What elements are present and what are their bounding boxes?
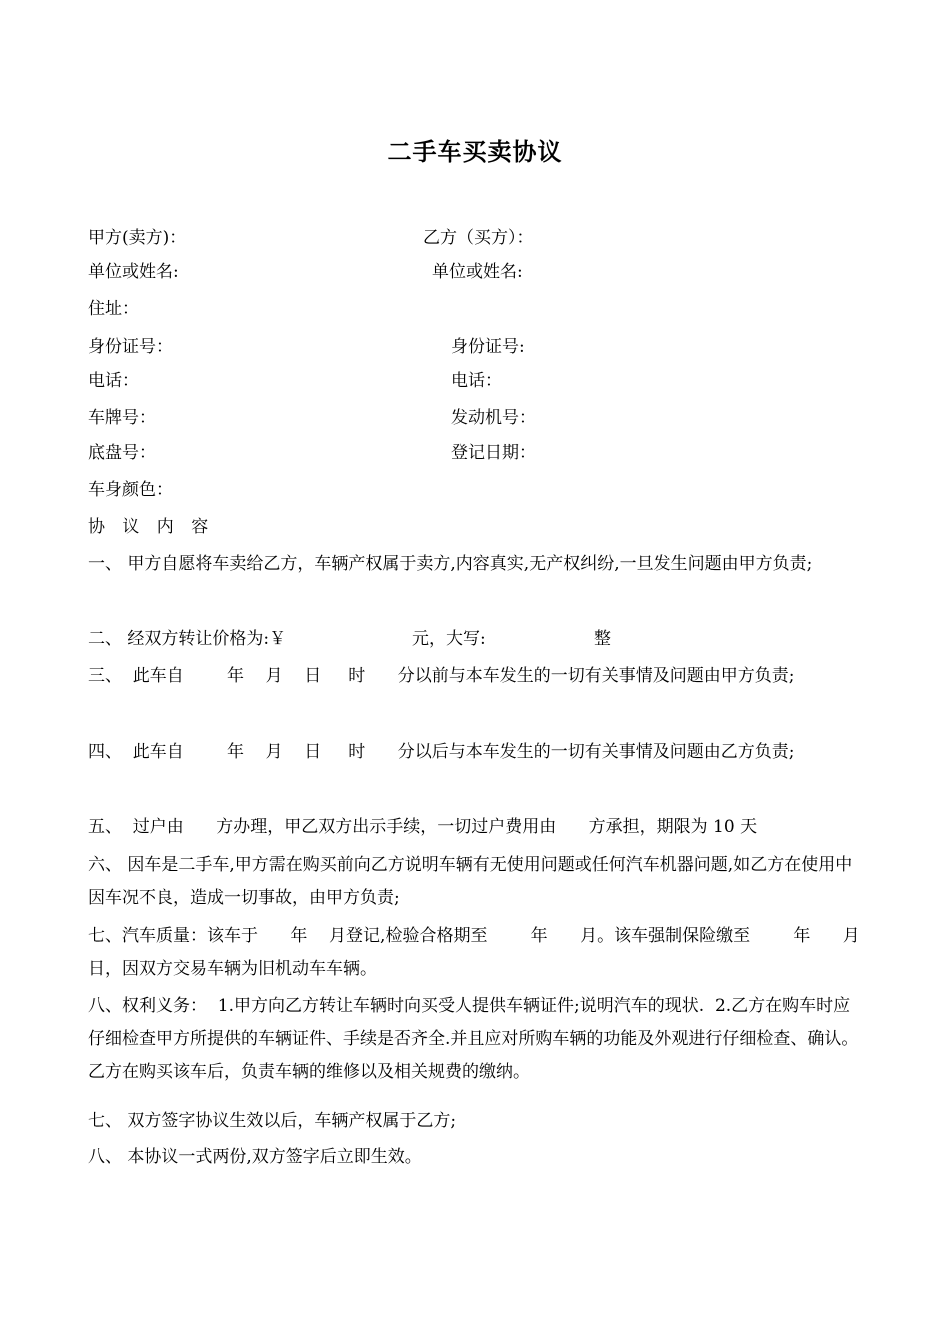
party-b-label: 乙方（买方）： [423, 228, 534, 248]
clause-1: 一、 甲方自愿将车卖给乙方，车辆产权属于卖方,内容真实,无产权纠纷,一旦发生问题由甲方负责; [88, 554, 813, 574]
clause-3: 三、 此车自 年 月 日 时 分以前与本车发生的一切有关事情及问题由甲方负责; [88, 666, 795, 686]
phone-a-label: 电话： [88, 371, 139, 391]
id-b-label: 身份证号: [451, 337, 525, 357]
address-label: 住址： [88, 299, 139, 319]
clause-9: 七、 双方签字协议生效以后，车辆产权属于乙方; [88, 1111, 457, 1131]
clause-2-prefix: 二、 经双方转让价格为:￥ [88, 629, 287, 649]
plate-label: 车牌号： [88, 408, 156, 428]
id-a-label: 身份证号： [88, 337, 173, 357]
name-a-label: 单位或姓名: [88, 262, 179, 282]
clause-8: 八、权利义务： 1.甲方向乙方转让车辆时向买受人提供车辆证件;说明汽车的现状. 2.乙方在购车时应仔细检查甲方所提供的车辆证件、手续是否齐全.并且应对所购车辆的功能及外观进行仔细检查、确认。乙方在购买该车后，负责车辆的维修以及相关规费的缴纳。 [88, 996, 859, 1082]
clause-10: 八、 本协议一式两份,双方签字后立即生效。 [88, 1147, 422, 1167]
phone-b-label: 电话： [451, 371, 502, 391]
color-label: 车身颜色： [88, 480, 173, 500]
name-b-label: 单位或姓名: [432, 262, 523, 282]
clause-5: 五、 过户由 方办理，甲乙双方出示手续，一切过户费用由 方承担，期限为 10 天 [88, 817, 758, 837]
party-a-label: 甲方(卖方)： [88, 228, 187, 248]
clause-2-zheng: 整 [594, 629, 611, 649]
chassis-label: 底盘号： [88, 443, 156, 463]
clause-7: 七、汽车质量：该车于 年 月登记,检验合格期至 年 月。该车强制保险缴至 年 月 日，因双方交易车辆为旧机动车车辆。 [88, 926, 893, 979]
document-title: 二手车买卖协议 [387, 138, 563, 166]
clause-6: 六、 因车是二手车,甲方需在购买前向乙方说明车辆有无使用问题或任何汽车机器问题,如乙方在使用中因车况不良，造成一切事故，由甲方负责; [88, 855, 853, 908]
clause-2-yuan: 元，大写: [412, 629, 486, 649]
content-heading: 协 议 内 容 [88, 517, 215, 537]
engine-label: 发动机号： [451, 408, 536, 428]
reg-date-label: 登记日期： [451, 443, 536, 463]
clause-4: 四、 此车自 年 月 日 时 分以后与本车发生的一切有关事情及问题由乙方负责; [88, 742, 795, 762]
